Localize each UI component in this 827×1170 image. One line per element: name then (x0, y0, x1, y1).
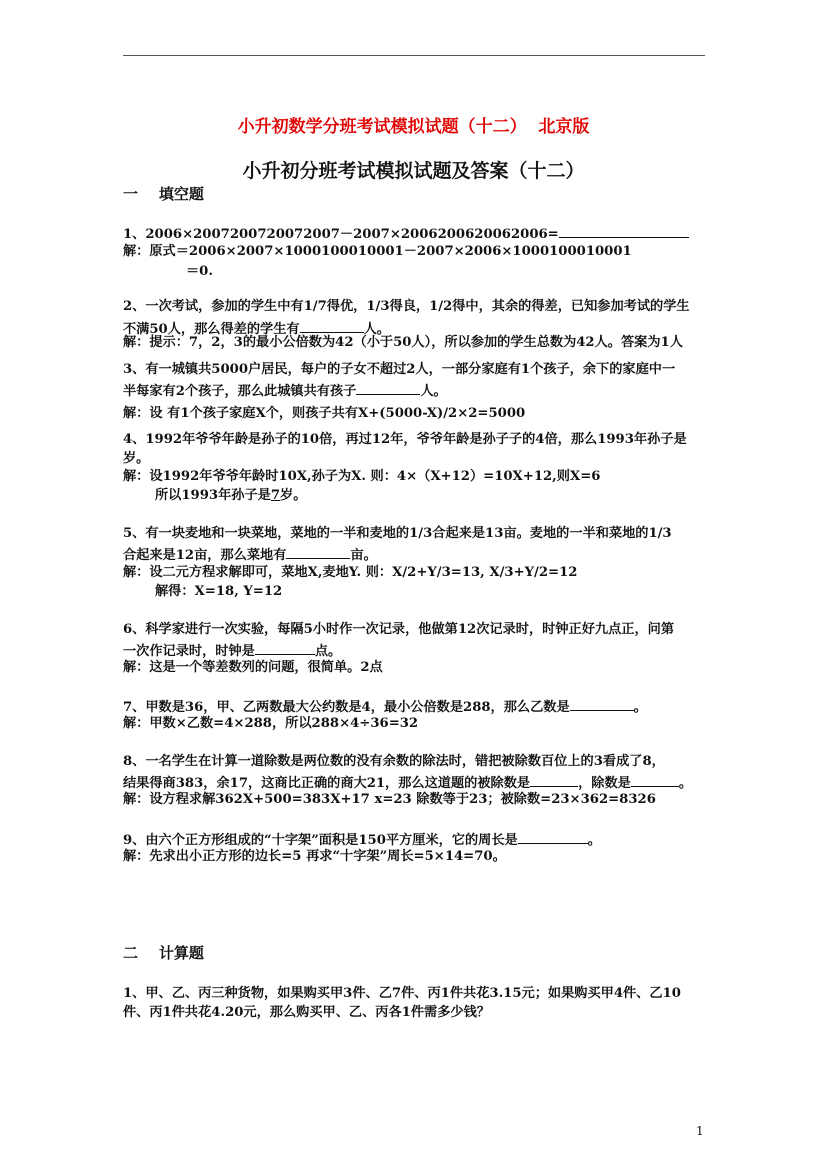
q8-question-a: 8、一名学生在计算一道除数是两位数的没有余数的除法时，错把被除数百位上的3看成了8， (123, 754, 665, 769)
q9-answer: 解：先求出小正方形的边长=5 再求“十字架”周长=5×14=70。 (123, 849, 506, 864)
page-number: 1 (696, 1124, 704, 1138)
q6-answer: 解：这是一个等差数列的问题，很简单。2点 (123, 660, 383, 675)
section-heading-fill-blank: 一 填空题 (123, 185, 204, 203)
q8-answer: 解：设方程求解362X+500=383X+17 x=23 除数等于23；被除数=23×362=8326 (123, 792, 656, 807)
q6-question-b-pre: 一次作记录时，时钟是 (123, 644, 255, 659)
q8-question-b-post: 。 (678, 776, 693, 791)
q6-question-b-post: 点。 (314, 644, 342, 659)
q8-question-b (123, 772, 692, 793)
q5-answer-a: 解：设二元方程求解即可，菜地X,麦地Y. 则：X/2+Y/3=13, X/3+Y/2=12 (123, 565, 578, 580)
q1-answer-a: 解：原式＝2006×2007×1000100010001－2007×2006×1000100010001 (123, 244, 632, 259)
q8-dividend-blank (530, 772, 578, 787)
header-rule (123, 55, 705, 56)
q3-question-a: 3、有一城镇共5000户居民，每户的子女不超过2人，一部分家庭有1个孩子，余下的家庭中一 (123, 362, 676, 377)
q6-question-b (123, 640, 341, 661)
q1-answer-blank (559, 223, 689, 238)
q7-answer: 解：甲数×乙数=4×288，所以288×4÷36=32 (123, 716, 419, 731)
q2-answer: 解：提示：7，2，3的最小公倍数为42（小于50人），所以参加的学生总数为42人。答案为1人 (123, 335, 683, 350)
q5-question-b-pre: 合起来是12亩，那么菜地有 (123, 548, 287, 563)
q4-answer-b-post: 岁。 (280, 488, 307, 503)
q3-answer-blank (356, 380, 420, 395)
q8-divisor-blank (631, 772, 679, 787)
q2-question-b-post: 人。 (363, 322, 390, 337)
q1-question-text: 1、2006×2007200720072007－2007×2006200620062006= (123, 227, 559, 242)
q7-question-post: 。 (633, 700, 647, 715)
q4-answer-b (155, 487, 306, 505)
q7-question-pre: 7、甲数是36，甲、乙两数最大公约数是4，最小公倍数是288，那么乙数是 (123, 700, 570, 715)
q2-answer-blank (300, 318, 364, 333)
section-heading-calculation: 二 计算题 (123, 944, 204, 962)
q6-answer-blank (255, 640, 315, 655)
q4-question-b: 岁。 (123, 451, 150, 466)
q5-answer-b: 解得：X=18, Y=12 (155, 584, 283, 599)
q9-question (123, 829, 601, 850)
q3-question-b-pre: 半每家有2个孩子，那么此城镇共有孩子 (123, 384, 357, 399)
q9-question-pre: 9、由六个正方形组成的“十字架”面积是150平方厘米，它的周长是 (123, 833, 518, 848)
q7-question (123, 696, 647, 717)
q1-question (123, 223, 689, 244)
q9-answer-blank (518, 829, 588, 844)
q4-answer-b-pre: 所以1993年孙子是 (155, 488, 271, 503)
q4-answer-value: 7 (270, 488, 281, 503)
q8-question-b-mid: ，除数是 (578, 776, 631, 791)
q5-question-b-post: 亩。 (350, 548, 377, 563)
red-title: 小升初数学分班考试模拟试题（十二） 北京版 (237, 117, 590, 137)
q5-question-b (123, 544, 377, 565)
q8-question-b-pre: 结果得商383，余17，这商比正确的商大21，那么这道题的被除数是 (123, 776, 531, 791)
q9-question-post: 。 (587, 833, 601, 848)
q6-question-a: 6、科学家进行一次实验，每隔5小时作一次记录，他做第12次记录时，时钟正好九点正，问第 (123, 622, 675, 637)
q5-question-a: 5、有一块麦地和一块菜地，菜地的一半和麦地的1/3合起来是13亩。麦地的一半和菜地的1/3 (123, 526, 672, 541)
q3-question-b (123, 380, 447, 401)
calc-q1-question-b: 件、丙1件共花4.20元，那么购买甲、乙、丙各1件需多少钱？ (123, 1005, 490, 1020)
main-title: 小升初分班考试模拟试题及答案（十二） (242, 160, 585, 182)
q3-question-b-post: 人。 (420, 384, 447, 399)
q2-question-a: 2、一次考试，参加的学生中有1/7得优，1/3得良，1/2得中，其余的得差，已知参加考试的学生 (123, 299, 690, 314)
q1-answer-b: ＝0. (186, 264, 213, 279)
q4-answer-a: 解：设1992年爷爷年龄时10X,孙子为X. 则：4×（X+12）=10X+12,则X=6 (123, 469, 601, 484)
q7-answer-blank (570, 696, 634, 711)
calc-q1-question-a: 1、甲、乙、丙三种货物，如果购买甲3件、乙7件、丙1件共花3.15元；如果购买甲4件、乙10 (123, 986, 681, 1001)
q4-question-a: 4、1992年爷爷年龄是孙子的10倍，再过12年，爷爷年龄是孙子子的4倍，那么1993年孙子是 (123, 432, 687, 447)
q3-answer: 解：设 有1个孩子家庭X个，则孩子共有X+(5000-X)/2×2=5000 (123, 406, 526, 421)
q2-question-b-pre: 不满50人，那么得差的学生有 (123, 322, 300, 337)
q5-answer-blank (286, 544, 350, 559)
